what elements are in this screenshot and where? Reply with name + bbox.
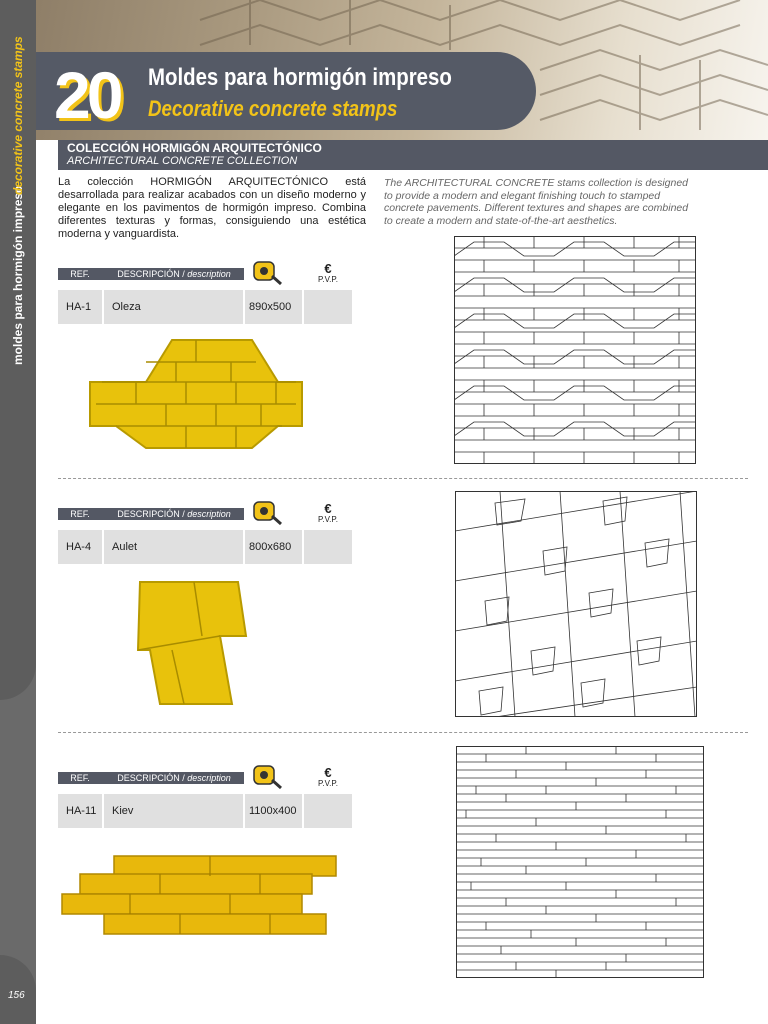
- product-size: 890x500: [245, 290, 304, 324]
- table-row: [58, 794, 352, 828]
- header-ref: REF.: [70, 509, 90, 519]
- product-ref: HA-1: [58, 290, 104, 324]
- section-title-en: ARCHITECTURAL CONCRETE COLLECTION: [67, 155, 298, 167]
- product-name: Aulet: [104, 530, 245, 564]
- section-title-es: COLECCIÓN HORMIGÓN ARQUITECTÓNICO: [67, 141, 322, 155]
- product-name: Kiev: [104, 794, 245, 828]
- sidebar-label-es: moldes para hormigón impreso: [11, 185, 25, 365]
- tape-measure-icon: [252, 760, 282, 790]
- oleza-pattern-diagram: [454, 236, 696, 464]
- section-divider: [58, 732, 748, 733]
- product-size: 800x680: [245, 530, 304, 564]
- header-description: DESCRIPCIÓN / description: [117, 509, 231, 519]
- chapter-number: 20: [54, 58, 120, 132]
- table-header: [58, 772, 244, 784]
- kiev-pattern-diagram: [456, 746, 704, 978]
- header-description: DESCRIPCIÓN / description: [117, 269, 231, 279]
- sidebar-label-en: decorative concrete stamps: [11, 36, 25, 195]
- table-header: [58, 268, 244, 280]
- section-divider: [58, 478, 748, 479]
- tape-measure-icon: [252, 496, 282, 526]
- oleza-stamp-image: [86, 336, 306, 452]
- header-description: DESCRIPCIÓN / description: [117, 773, 231, 783]
- intro-text-es: La colección HORMIGÓN ARQUITECTÓNICO está desarrollada para realizar acabados con un diseño moderno y elegante en los pavimentos de hormigón impreso. Combina diferentes texturas y formas, consiguiendo una estética moderna y vanguardista.: [58, 176, 366, 240]
- product-ref: HA-4: [58, 530, 104, 564]
- tape-measure-icon: [252, 256, 282, 286]
- product-price: [304, 290, 352, 324]
- product-name: Oleza: [104, 290, 245, 324]
- table-row: [58, 290, 352, 324]
- header-ref: REF.: [70, 773, 90, 783]
- price-header: € P.V.P.: [318, 501, 338, 524]
- aulet-stamp-image: [136, 580, 252, 706]
- page-title-en: Decorative concrete stamps: [148, 96, 398, 121]
- intro-text-en: The ARCHITECTURAL CONCRETE stams collection is designed to provide a modern and elegant finishing touch to stamped concrete pavements. Different textures and shapes are combined to create a modern and state-of-the-art aesthetics.: [384, 177, 689, 227]
- page-number: 156: [8, 990, 25, 1001]
- price-header: € P.V.P.: [318, 261, 338, 284]
- product-size: 1100x400: [245, 794, 304, 828]
- aulet-pattern-diagram: [455, 491, 697, 717]
- product-price: [304, 794, 352, 828]
- table-header: [58, 508, 244, 520]
- product-price: [304, 530, 352, 564]
- header-ref: REF.: [70, 269, 90, 279]
- price-header: € P.V.P.: [318, 765, 338, 788]
- page-title-es: Moldes para hormigón impreso: [148, 64, 452, 91]
- table-row: [58, 530, 352, 564]
- product-ref: HA-11: [58, 794, 104, 828]
- kiev-stamp-image: [60, 854, 340, 936]
